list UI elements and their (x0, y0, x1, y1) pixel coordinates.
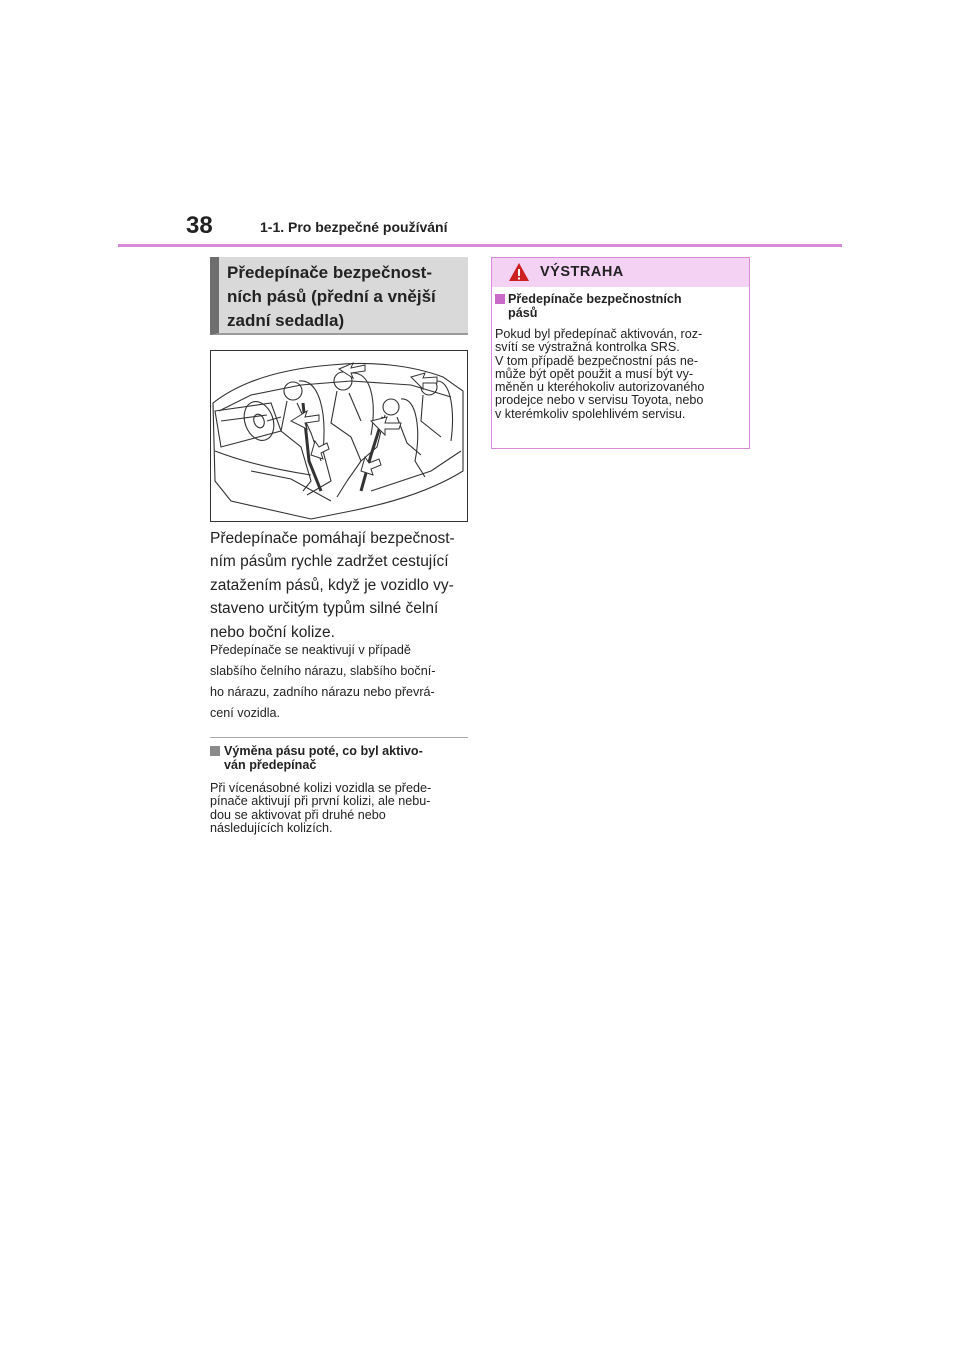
subsection-body (210, 782, 472, 836)
note-line: ho nárazu, zadního nárazu nebo převrá- (210, 685, 435, 699)
warning-subheading-line: pásů (508, 306, 538, 320)
note-line: Předepínače se neaktivují v případě (210, 643, 411, 657)
subsection-body-line: následujících kolizích. (210, 821, 333, 836)
warning-body-line: může být opět použit a musí být vy- (495, 366, 694, 381)
paragraph-line: ním pásům rychle zadržet cestující (210, 553, 449, 571)
square-bullet-icon (495, 294, 505, 304)
warning-subheading (495, 292, 682, 320)
subsection-heading (210, 744, 472, 772)
subsection-body-line: Při vícenásobné kolizi vozidla se přede- (210, 781, 432, 795)
warning-body-line: v kterémkoliv spolehlivém servisu. (495, 406, 686, 421)
page-header (118, 212, 842, 246)
warning-subheading-line: Předepínače bezpečnostních (508, 292, 682, 306)
subsection-heading-line: ván předepínač (224, 758, 317, 772)
note-paragraph (210, 640, 472, 724)
note-line: cení vozidla. (210, 706, 281, 720)
section-title: 1-1. Pro bezpečné používání (260, 219, 448, 235)
header-rule (118, 244, 842, 247)
warning-body-line: měněn u kteréhokoliv autorizovaného (495, 380, 705, 395)
square-bullet-icon (210, 746, 220, 756)
paragraph-line: Předepínače pomáhají bezpečnost- (210, 530, 455, 547)
page-number: 38 (186, 212, 213, 239)
warning-body-line: V tom případě bezpečnostní pás ne- (495, 353, 699, 368)
subsection-heading-line: Výměna pásu poté, co byl aktivo- (224, 744, 423, 758)
car-interior-drawing (211, 351, 467, 521)
warning-box (491, 257, 750, 449)
main-paragraph (210, 527, 472, 644)
subsection-divider (210, 737, 468, 738)
note-line: slabšího čelního nárazu, slabšího boční- (210, 664, 436, 678)
warning-triangle-icon (508, 262, 530, 282)
heading-line: Předepínače bezpečnost- (227, 263, 433, 282)
heading-line: ních pásů (přední a vnější (227, 287, 436, 306)
seatbelt-pretensioner-illustration (210, 350, 468, 522)
paragraph-line: zatažením pásů, když je vozidlo vy- (210, 576, 454, 594)
paragraph-line: staveno určitým typům silné čelní (210, 600, 439, 618)
subsection-body-line: pínače aktivují při první kolizi, ale nebu- (210, 794, 431, 809)
subsection-body-line: dou se aktivovat při druhé nebo (210, 807, 386, 822)
section-heading (210, 257, 468, 335)
warning-body-line: svítí se výstražná kontrolka SRS. (495, 340, 680, 355)
paragraph-line: nebo boční kolize. (210, 623, 335, 641)
warning-title: VÝSTRAHA (540, 264, 624, 280)
warning-body-line: Pokud byl předepínač aktivován, roz- (495, 327, 703, 341)
warning-body (495, 328, 704, 421)
warning-header (492, 258, 749, 287)
warning-body-line: prodejce nebo v servisu Toyota, nebo (495, 393, 704, 408)
heading-line: zadní sedadla) (227, 311, 345, 330)
